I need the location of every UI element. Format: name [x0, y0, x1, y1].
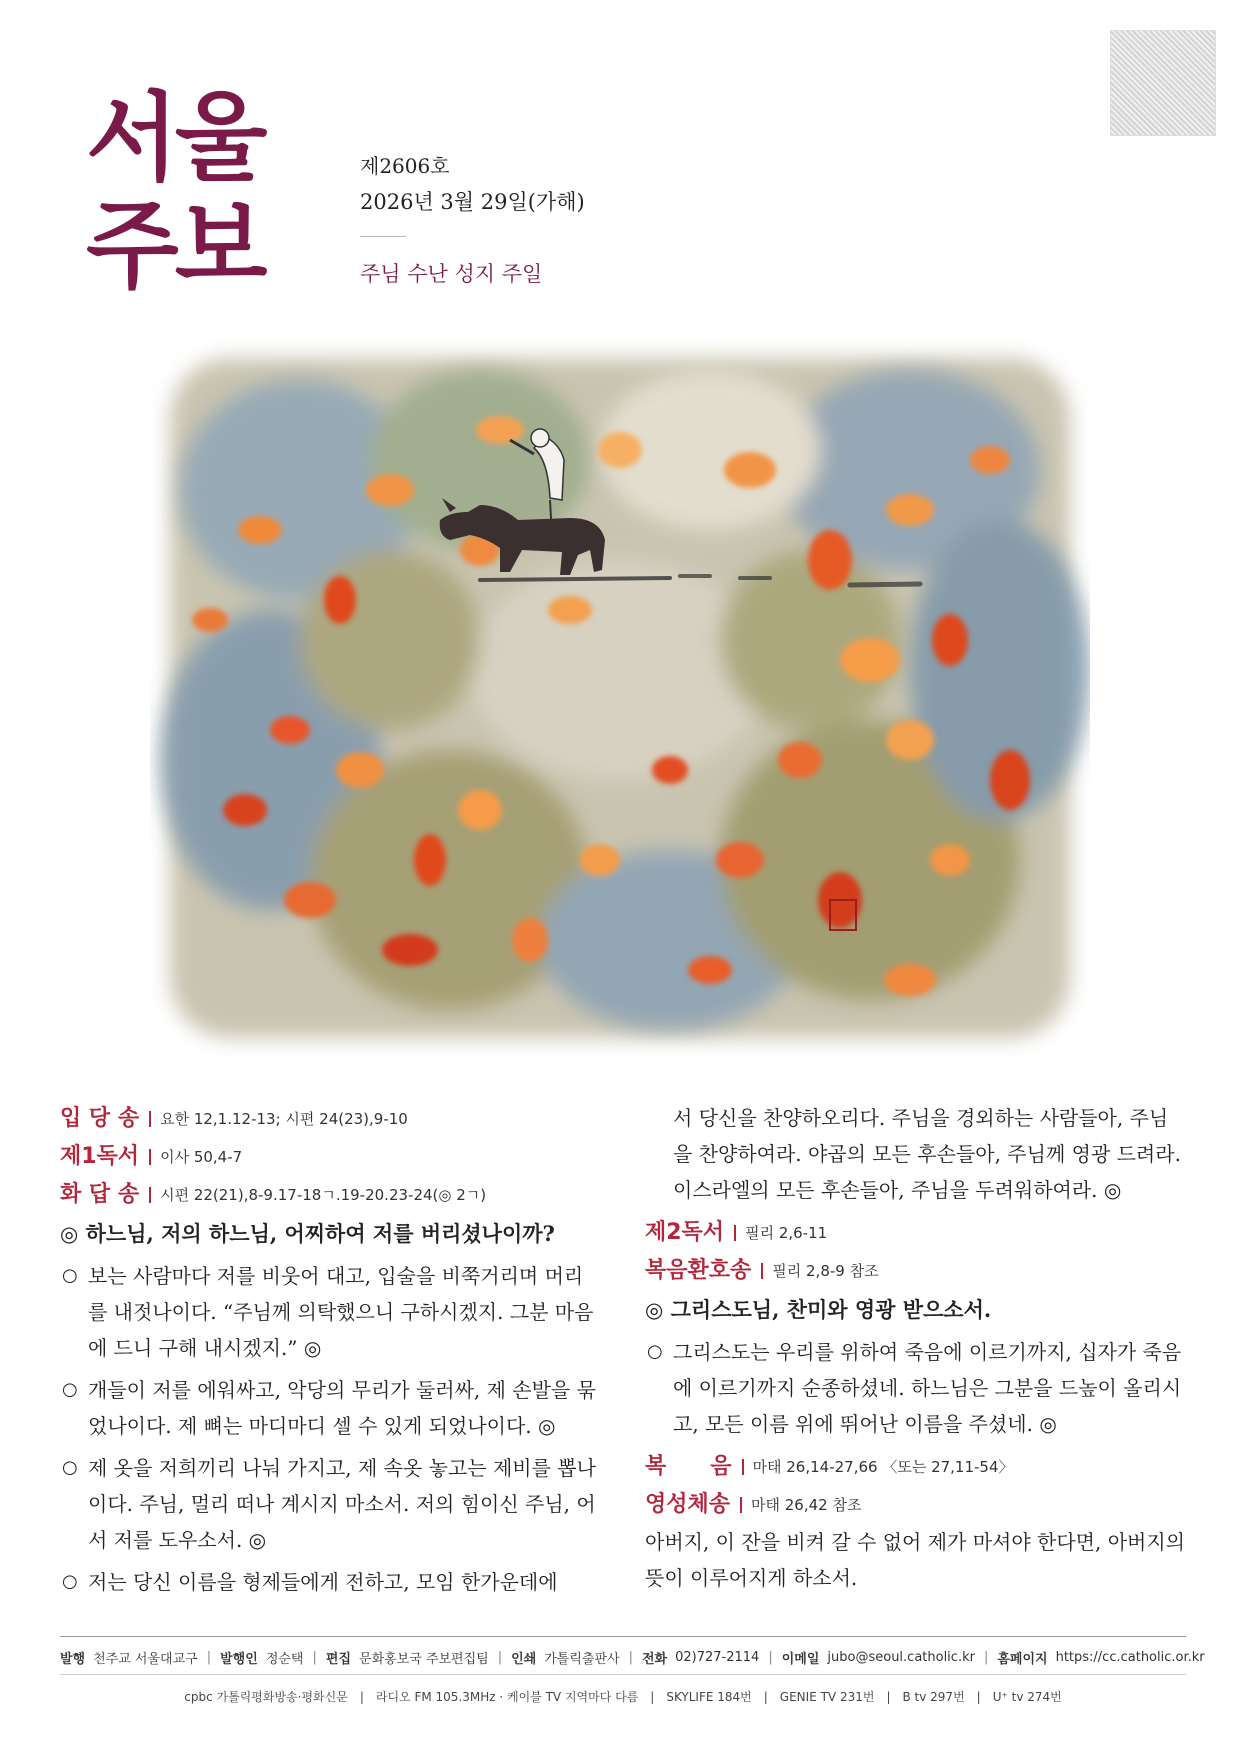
- acclamation-response: ◎ 그리스도님, 찬미와 영광 받으소서.: [645, 1297, 992, 1322]
- footer-divider-bottom: [60, 1674, 1186, 1675]
- label-separator: [149, 1149, 151, 1165]
- communion-row: [645, 1486, 1185, 1524]
- footer-separator: |: [497, 1650, 503, 1665]
- psalm-verse: [60, 1258, 600, 1366]
- publication-info: [60, 1648, 1205, 1667]
- broadcast-info: cpbc 가톨릭평화방송·평화신문 | 라디오 FM 105.3MHz · 케이블 TV 지역마다 다름 | SKYLIFE 184번 | GENIE TV 231번 | B tv 297번 | U⁺ tv 274번: [184, 1690, 1062, 1704]
- psalm-ref: 시편 22(21),8-9.17-18ㄱ.19-20.23-24(◎ 2ㄱ): [160, 1186, 487, 1204]
- email-link[interactable]: jubo@seoul.catholic.kr: [827, 1650, 975, 1665]
- phone-label: 전화: [642, 1652, 668, 1667]
- web-label: 홈페이지: [997, 1652, 1048, 1667]
- gospel-row: [645, 1448, 1185, 1486]
- label-separator: [149, 1187, 151, 1203]
- footer-separator: |: [768, 1650, 773, 1665]
- homepage-link[interactable]: https://cc.catholic.or.kr: [1055, 1650, 1205, 1665]
- footer-separator: |: [628, 1650, 633, 1665]
- masthead-line2: 주보: [86, 190, 264, 302]
- masthead-title: [86, 84, 306, 300]
- gospel-acclamation-row: [645, 1252, 1185, 1290]
- acclamation-verse: [645, 1334, 1185, 1442]
- label-separator: [149, 1111, 151, 1127]
- print-label: 인쇄: [511, 1652, 537, 1667]
- qr-code-icon[interactable]: [1110, 30, 1216, 136]
- phone: 02)727-2114: [675, 1650, 760, 1665]
- psalm-verse-text: 제 옷을 저희끼리 나눠 가지고, 제 속옷 놓고는 제비를 뽑나이다. 주님, 멀리 떠나 계시지 마소서. 저의 힘이신 주님, 어서 저를 도우소서. ◎: [88, 1456, 596, 1552]
- bullet-icon: ○: [62, 1265, 78, 1286]
- gospel-label: 복 음: [645, 1454, 732, 1479]
- psalm-verse: [60, 1450, 600, 1558]
- footer-separator: |: [206, 1650, 212, 1665]
- second-reading-ref: 필리 2,6-11: [745, 1224, 828, 1242]
- cover-painting: [150, 340, 1090, 1058]
- psalm-verse: [60, 1564, 600, 1600]
- psalm-label: 화 답 송: [60, 1182, 140, 1207]
- communion-ref: 마태 26,42 참조: [751, 1496, 862, 1514]
- footer-divider-top: [60, 1636, 1186, 1637]
- publisher-label: 발행: [60, 1652, 86, 1667]
- first-reading-row: [60, 1138, 600, 1176]
- communion-antiphon: 아버지, 이 잔을 비켜 갈 수 없어 제가 마셔야 한다면, 아버지의 뜻이 이루어지게 하소서.: [645, 1530, 1185, 1590]
- first-reading-label: 제1독서: [60, 1144, 140, 1169]
- right-column: [645, 1100, 1185, 1602]
- psalm-verse-text: 저는 당신 이름을 형제들에게 전하고, 모임 한가운데에: [88, 1570, 558, 1594]
- psalm-verse-text: 개들이 저를 에워싸고, 악당의 무리가 둘러싸, 제 손발을 묶었나이다. 제 뼈는 마디마디 셀 수 있게 되었나이다. ◎: [88, 1378, 596, 1438]
- publisher: 천주교 서울대교구: [93, 1652, 198, 1667]
- bullet-icon: ○: [62, 1379, 78, 1400]
- label-separator: [740, 1497, 742, 1513]
- bullet-icon: ○: [647, 1341, 663, 1362]
- label-separator: [734, 1225, 736, 1241]
- issue-date: 2026년 3월 29일(가해): [360, 190, 585, 214]
- introit-row: [60, 1100, 600, 1138]
- footer-separator: |: [312, 1650, 317, 1665]
- gospel-acclamation-label: 복음환호송: [645, 1258, 752, 1283]
- gospel-acclamation-ref: 필리 2,8-9 참조: [772, 1262, 879, 1280]
- footer-separator: |: [983, 1650, 989, 1665]
- issuer: 정순택: [265, 1652, 304, 1667]
- editor: 문화홍보국 주보편집팀: [359, 1652, 489, 1667]
- issuer-label: 발행인: [220, 1652, 258, 1667]
- editor-label: 편집: [325, 1652, 352, 1667]
- feast-name: 주님 수난 성지 주일: [360, 262, 543, 286]
- issue-number: 제2606호: [360, 154, 450, 178]
- bullet-icon: ○: [62, 1571, 78, 1592]
- introit-ref: 요한 12,1.12-13; 시편 24(23),9-10: [160, 1110, 408, 1128]
- psalm-row: [60, 1176, 600, 1214]
- first-reading-ref: 이사 50,4-7: [160, 1148, 243, 1166]
- email-label: 이메일: [781, 1652, 820, 1667]
- acclamation-verse-text: 그리스도는 우리를 위하여 죽음에 이르기까지, 십자가 죽음에 이르기까지 순종하셨네. 하느님은 그분을 드높이 올리시고, 모든 이름 위에 뛰어난 이름을 주셨네. ◎: [673, 1340, 1182, 1436]
- second-reading-label: 제2독서: [645, 1220, 725, 1245]
- header-divider: [360, 236, 406, 237]
- psalm-verse-text: 보는 사람마다 저를 비웃어 대고, 입술을 비쭉거리며 머리를 내젓나이다. “주님께 의탁했으니 구하시겠지. 그분 마음에 드니 구해 내시겠지.” ◎: [88, 1264, 594, 1360]
- second-reading-row: [645, 1214, 1185, 1252]
- label-separator: [761, 1263, 763, 1279]
- communion-label: 영성체송: [645, 1492, 731, 1517]
- psalm-response: ◎ 하느님, 저의 하느님, 어찌하여 저를 버리셨나이까?: [60, 1221, 555, 1246]
- psalm-continuation: 서 당신을 찬양하오리다. 주님을 경외하는 사람들아, 주님을 찬양하여라. 야곱의 모든 후손들아, 주님께 영광 드려라. 이스라엘의 모든 후손들아, 주님을 두려워하여라. ◎: [673, 1106, 1181, 1202]
- masthead-line1: 서울: [86, 82, 264, 194]
- gospel-ref: 마태 26,14-27,66 〈또는 27,11-54〉: [752, 1458, 1014, 1476]
- label-separator: [742, 1459, 744, 1475]
- psalm-verse: [60, 1372, 600, 1444]
- bullet-icon: ○: [62, 1457, 78, 1478]
- printer: 가톨릭출판사: [544, 1652, 620, 1667]
- left-column: [60, 1100, 600, 1606]
- introit-label: 입 당 송: [60, 1106, 140, 1131]
